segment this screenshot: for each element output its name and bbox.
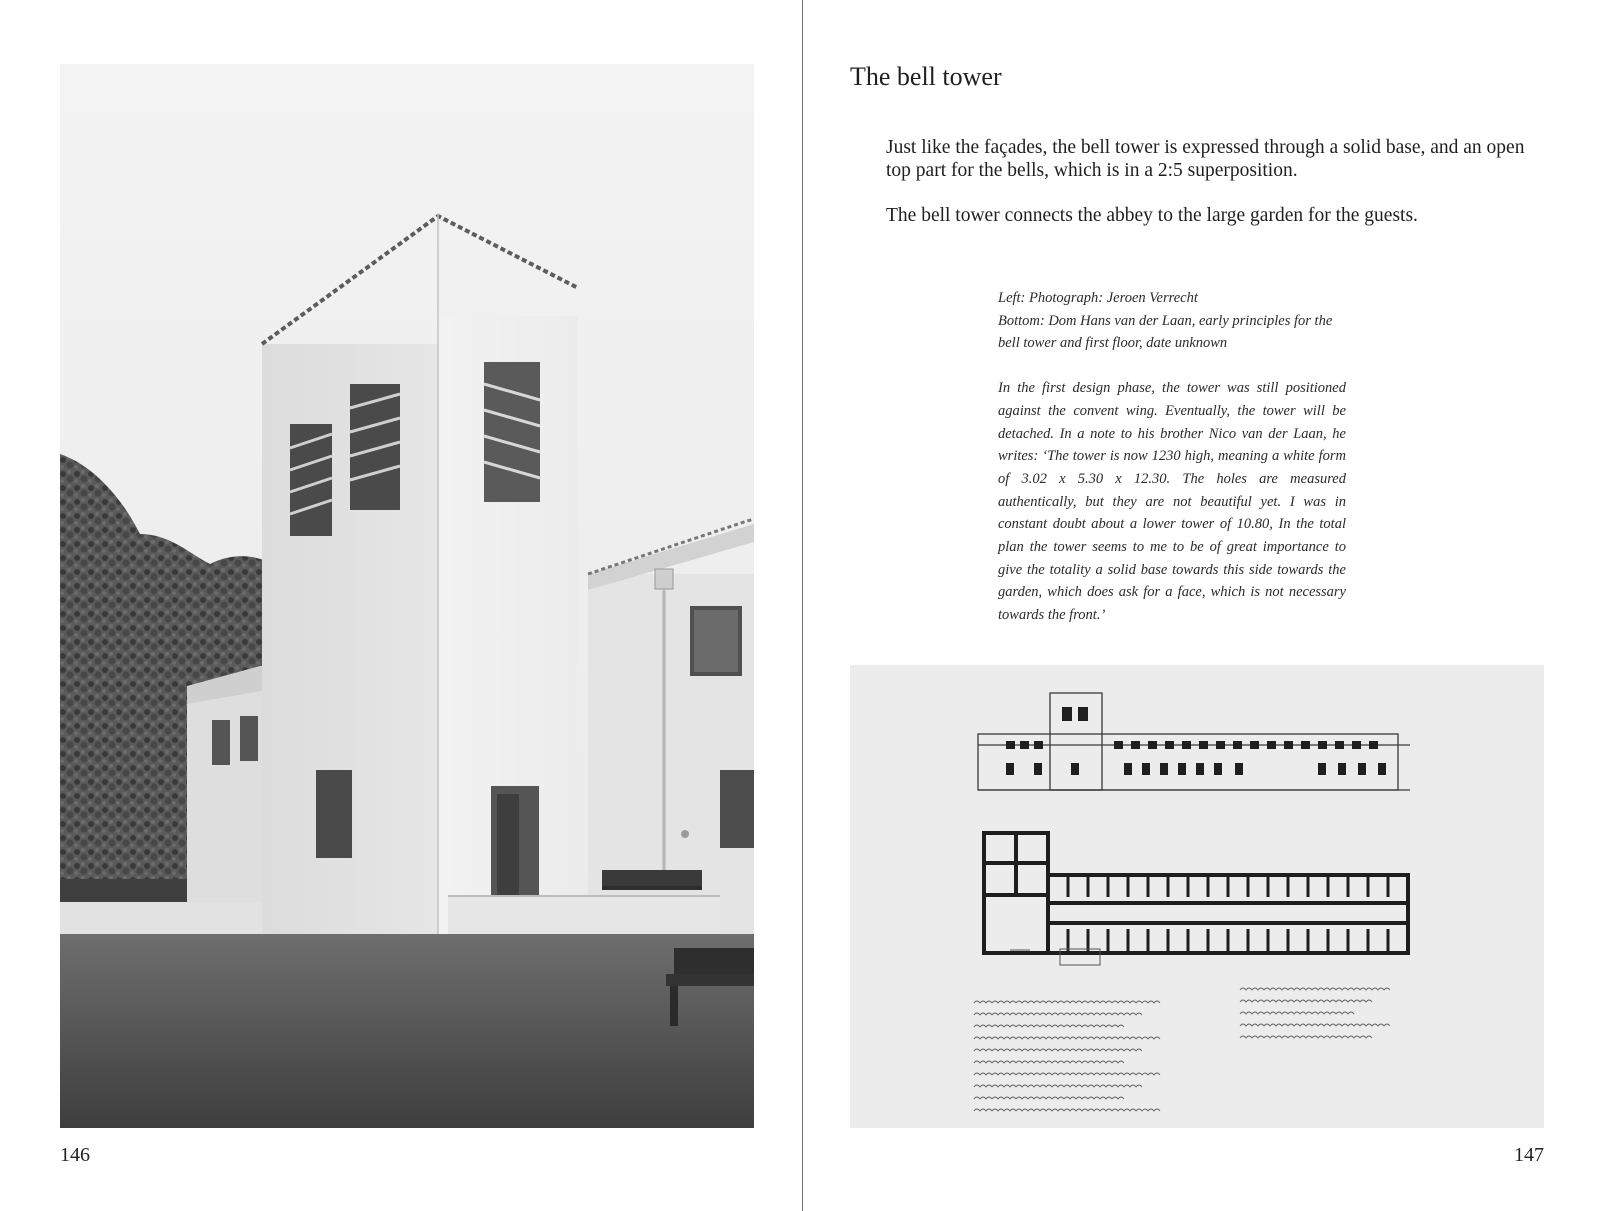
caption-quote: In the first design phase, the tower was still positioned against the convent wing. Eventually, the tower will be detached. In a note to his brother Nico van der Laan, he writes: ‘The tower is now 1230 high, meaning a white form of 3.02 x 5.30 x 12.30. The holes are measured authentically, but they are not beautiful yet. I was in constant doubt about a lower tower of 10.80, In the total plan the tower seems to me to be of great importance to give the totality a solid base towards this side towards the garden, which does ask for a face, which is not necessary towards the front.’ [998,380,1346,624]
bell-tower-photo [60,64,754,1128]
architectural-drawing [850,665,1544,1128]
paragraph-1: Just like the façades, the bell tower is expressed through a solid base, and an open top part for the bells, which is in a 2:5 superposition. [886,137,1525,181]
figure-caption [998,287,1346,627]
gutter-line [802,0,803,1211]
caption-credit-left: Left: Photograph: Jeroen Verrecht [998,290,1198,306]
body-text [886,136,1526,249]
page-title: The bell tower [850,62,1002,91]
caption-credit-bottom: Bottom: Dom Hans van der Laan, early principles for the bell tower and first floor, date unknown [998,312,1333,352]
page-number-right: 147 [1514,1144,1544,1166]
paragraph-2: The bell tower connects the abbey to the large garden for the guests. [886,205,1418,226]
page-number-left: 146 [60,1144,90,1166]
